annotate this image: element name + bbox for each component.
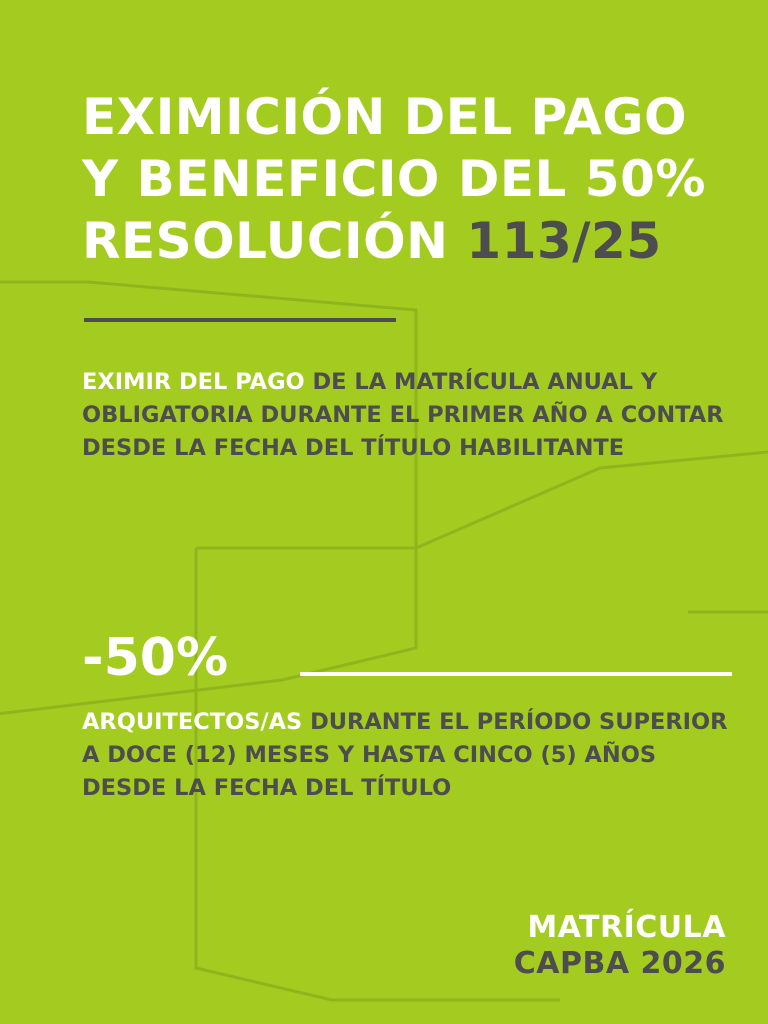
paragraph-discount-text: DURANTE EL PERÍODO SUPERIOR A DOCE (12) MESES Y HASTA CINCO (5) AÑOS DESDE LA FECHA DEL TÍTULO bbox=[82, 709, 728, 801]
title-line-1: EXIMICIÓN DEL PAGO bbox=[82, 88, 687, 146]
footer-line-capba: CAPBA 2026 bbox=[513, 946, 726, 981]
paragraph-exemption bbox=[82, 366, 732, 465]
footer-line-matricula: MATRÍCULA bbox=[527, 910, 726, 945]
discount-divider bbox=[300, 672, 732, 676]
paragraph-discount bbox=[82, 706, 737, 805]
title-line-3-white: RESOLUCIÓN bbox=[82, 212, 467, 270]
discount-value: -50% bbox=[82, 628, 229, 688]
title-divider bbox=[84, 318, 396, 322]
footer-branding bbox=[514, 910, 726, 982]
paragraph-exemption-text: DE LA MATRÍCULA ANUAL Y OBLIGATORIA DURANTE EL PRIMER AÑO A CONTAR DESDE LA FECHA DEL TÍTULO HABILITANTE bbox=[82, 369, 724, 461]
title-line-3 bbox=[82, 210, 722, 272]
title-line-2: Y BENEFICIO DEL 50% bbox=[82, 150, 706, 208]
paragraph-discount-highlight: ARQUITECTOS/AS bbox=[82, 709, 311, 735]
discount-row bbox=[82, 630, 732, 686]
title-resolution-number: 113/25 bbox=[466, 212, 662, 270]
paragraph-exemption-highlight: EXIMIR DEL PAGO bbox=[82, 369, 313, 395]
page-title bbox=[82, 86, 722, 272]
